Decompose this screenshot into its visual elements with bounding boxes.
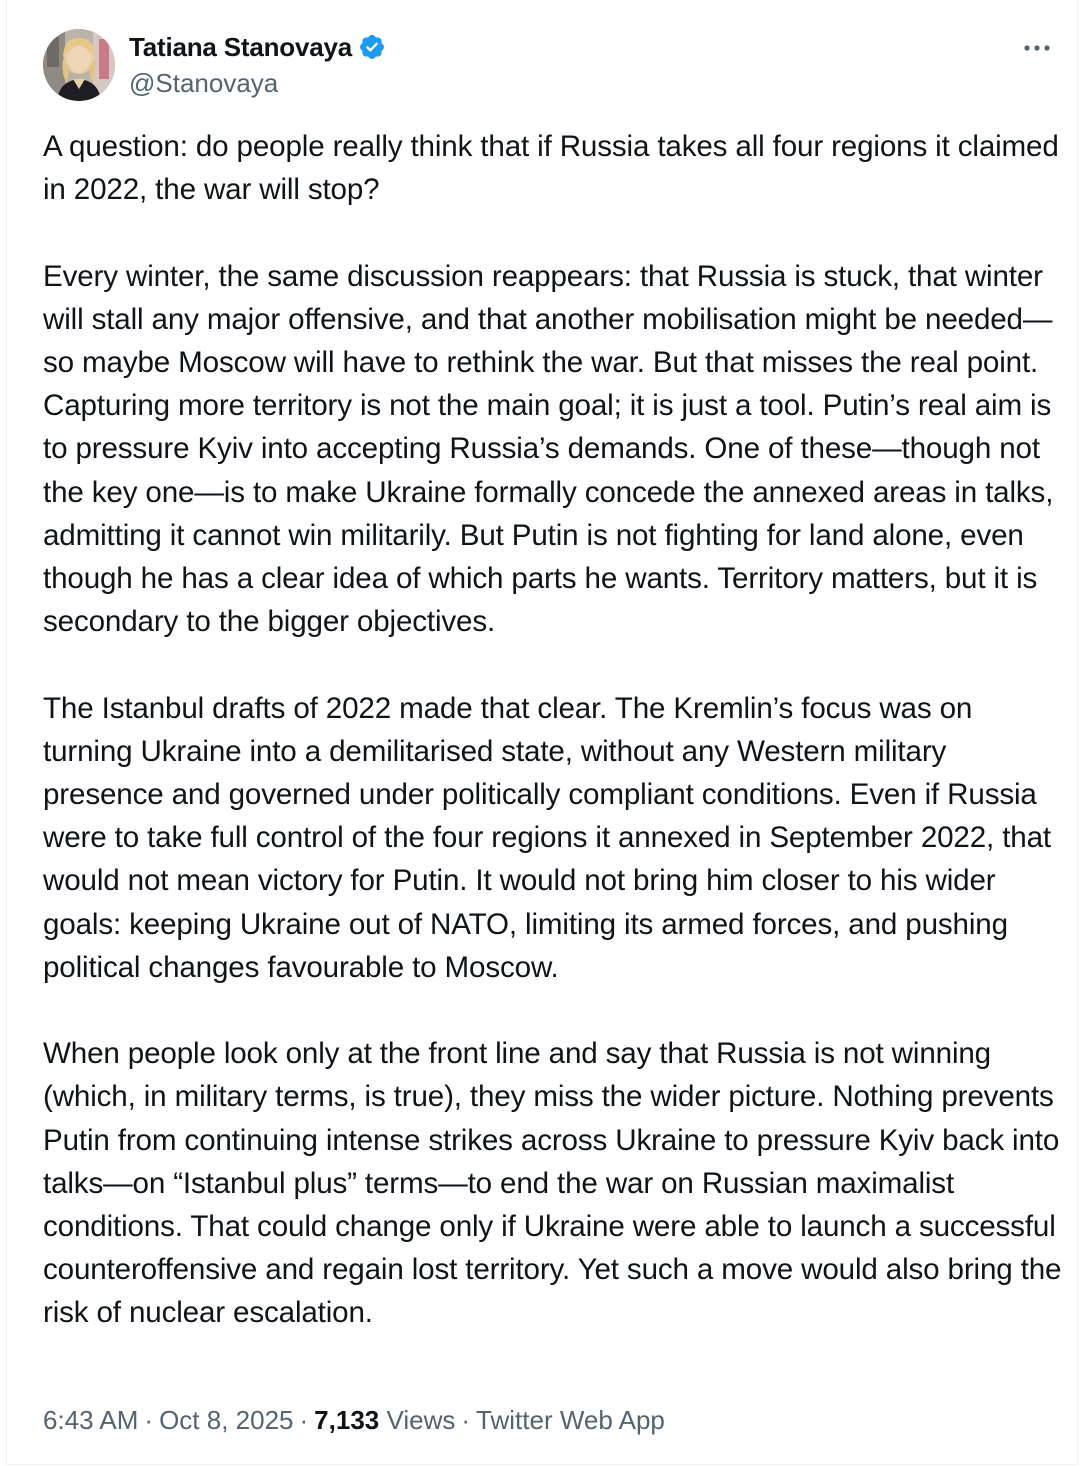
- tweet-source: Twitter Web App: [476, 1405, 665, 1435]
- tweet-text: [43, 125, 1068, 1335]
- author-name-row[interactable]: [129, 30, 386, 64]
- avatar[interactable]: [43, 29, 115, 101]
- verified-badge-icon: [358, 33, 386, 61]
- views-label: Views: [386, 1405, 456, 1435]
- tweet-paragraph: Every winter, the same discussion reappears: that Russia is stuck, that winter will stall any major offensive, and that another mobilisation might be needed—so maybe Moscow will have to rethink the war. But that misses the real point. Capturing more territory is not the main goal; it is just a tool. Putin’s real aim is to pressure Kyiv into accepting Russia’s demands. One of these—though not the key one—is to make Ukraine formally concede the annexed areas in talks, admitting it cannot win militarily. But Putin is not fighting for land alone, even though he has a clear idea of which parts he wants. Territory matters, but it is secondary to the bigger objectives.: [43, 259, 1054, 639]
- tweet-paragraph: When people look only at the front line and say that Russia is not winning (which, in military terms, is true), they miss the wider picture. Nothing prevents Putin from continuing intense strikes across Ukraine to pressure Kyiv back into talks—on “Istanbul plus” terms—to end the war on Russian maximalist conditions. That could change only if Ukraine were able to launch a successful counteroffensive and regain lost territory. Yet such a move would also bring the risk of nuclear escalation.: [43, 1037, 1062, 1330]
- separator: ·: [299, 1405, 309, 1435]
- tweet-date[interactable]: Oct 8, 2025: [159, 1405, 294, 1435]
- author-handle[interactable]: @Stanovaya: [129, 68, 279, 98]
- separator: ·: [461, 1405, 471, 1435]
- tweet-metadata: [43, 1405, 665, 1436]
- profile-photo: [43, 29, 115, 101]
- tweet-time[interactable]: 6:43 AM: [43, 1405, 139, 1435]
- tweet-paragraph: The Istanbul drafts of 2022 made that clear. The Kremlin’s focus was on turning Ukraine into a demilitarised state, without any Western military presence and governed under politically compliant conditions. Even if Russia were to take full control of the four regions it annexed in September 2022, that would not mean victory for Putin. It would not bring him closer to his wider goals: keeping Ukraine out of NATO, limiting its armed forces, and pushing political changes favourable to Moscow.: [43, 691, 1051, 984]
- tweet-paragraph: A question: do people really think that if Russia takes all four regions it claimed in 2022, the war will stop?: [43, 130, 1059, 207]
- tweet-card: [6, 0, 1078, 1465]
- separator: ·: [144, 1405, 154, 1435]
- views-count[interactable]: 7,133: [314, 1405, 380, 1435]
- ellipsis-icon: [1023, 44, 1051, 52]
- more-options-button[interactable]: [1019, 34, 1055, 62]
- author-display-name[interactable]: Tatiana Stanovaya: [129, 31, 352, 62]
